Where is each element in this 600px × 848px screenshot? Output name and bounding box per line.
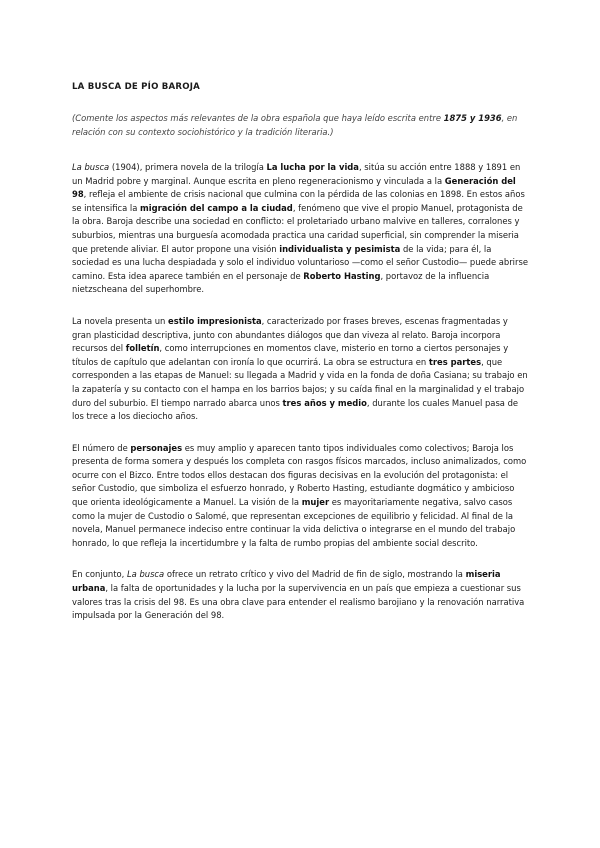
bold-term: personajes [130,442,183,453]
book-title: La busca [126,569,165,580]
bold-term: Generación del 98 [72,175,516,200]
bold-term: folletín [125,343,160,354]
paragraph-text: , portavoz de la influencia nietzscheana del superhombre. [72,270,490,295]
paragraph-text: El número de [72,442,131,453]
paragraph-text: , sitúa su acción entre 1888 y 1891 en un Madrid pobre y marginal. Aunque escrita en pleno regeneracionismo y vinculada a la [72,162,521,186]
paragraph-text: , la falta de oportunidades y la lucha por la supervivencia en un país que empieza a cuestionar sus valores tras la crisis del 98. Es una obra clave para entender el realismo barojiano y la renovación narrativa impulsada por la Generación del 98. [72,583,525,621]
bold-term: Roberto Hasting [303,270,381,281]
paragraph-text: de la vida; para él, la sociedad es una lucha despiadada y solo el individuo voluntarioso —como el señor Custodio— puede abrirse camino. Esta idea aparece también en el personaje de [72,243,528,281]
paragraph-text: , caracterizado por frases breves, escenas fragmentadas y gran plasticidad descriptiva, junto con abundantes diálogos que dan viveza al relato. Baroja incorpora recursos del [72,315,508,354]
book-title: La busca [72,162,110,172]
paragraph-text: es muy amplio y aparecen tanto tipos individuales como colectivos; Baroja los presenta de forma somera y después los completa con rasgos físicos marcados, incluso animalizados, como ocurre con el Bizco. Entre todos ellos destacan dos figuras decisivas en la evolución del protagonista: el señor Custodio, que simboliza el esfuerzo honrado, y Roberto Hasting, estudiante dogmático y ambicioso que orienta ideológicamente a Manuel. La visión de la [72,442,527,508]
paragraph-conclusion [72,568,528,622]
bold-term: tres partes [428,356,482,367]
bold-term: individualista y pesimista [279,243,401,254]
paragraph-text: La novela presenta un [72,315,169,326]
paragraph-text: En conjunto, [72,569,127,580]
document-title: LA BUSCA DE PÍO BAROJA [72,82,200,92]
paragraph-context [72,161,528,297]
bold-term: tres años y medio [282,397,367,408]
paragraph-text: , como interrupciones en momentos clave, misterio en torno a ciertos personajes y títulos de capítulo que adelantan con ironía lo que ocurrirá. La obra se estructura en [72,343,509,367]
prompt-text: (Comente los aspectos más relevantes de la obra española que haya leído escrita entre [72,113,444,123]
bold-term: miseria urbana [72,569,501,594]
bold-term: mujer [301,497,330,508]
paragraph-characters [72,442,528,551]
paragraph-style [72,315,528,424]
bold-term: La lucha por la vida [266,162,359,172]
paragraph-text: (1904), primera novela de la trilogía [109,162,267,172]
prompt-date-range: 1875 y 1936 [443,113,502,123]
essay-prompt [72,112,528,139]
prompt-text: , en relación con su contexto sociohistórico y la tradición literaria.) [72,113,518,137]
paragraph-text: , durante los cuales Manuel pasa de los trece a los dieciocho años. [72,397,519,422]
bold-term: estilo impresionista [168,315,262,326]
document-page [72,82,528,641]
paragraph-text: ofrece un retrato crítico y vivo del Madrid de fin de siglo, mostrando la [164,569,466,580]
paragraph-text: , que corresponden a las etapas de Manuel: su llegada a Madrid y vida en la fonda de doña Casiana; su trabajo en la zapatería y su contacto con el hampa en los barrios bajos; y su caída final en la marginalidad y el trabajo duro del suburbio. El tiempo narrado abarca unos [72,356,528,408]
paragraph-text: , fenómeno que vive el propio Manuel, protagonista de la obra. Baroja describe una sociedad en conflicto: el proletariado urbano malvive en talleres, corralones y suburbios, mientras una burguesía acomodada practica una caridad superficial, sin comprender la miseria que pretende aliviar. El autor propone una visión [72,202,523,254]
paragraph-text: es mayoritariamente negativa, salvo casos como la mujer de Custodio o Salomé, que representan excepciones de equilibrio y felicidad. Al final de la novela, Manuel permanece indeciso entre continuar la vida delictiva o integrarse en el mundo del trabajo honrado, lo que refleja la incertidumbre y la falta de rumbo propias del ambiente social descrito. [72,497,516,548]
paragraph-text: , refleja el ambiente de crisis nacional que culmina con la pérdida de las colonias en 1898. En estos años se intensifica la [72,189,525,213]
bold-term: migración del campo a la ciudad [140,202,293,213]
